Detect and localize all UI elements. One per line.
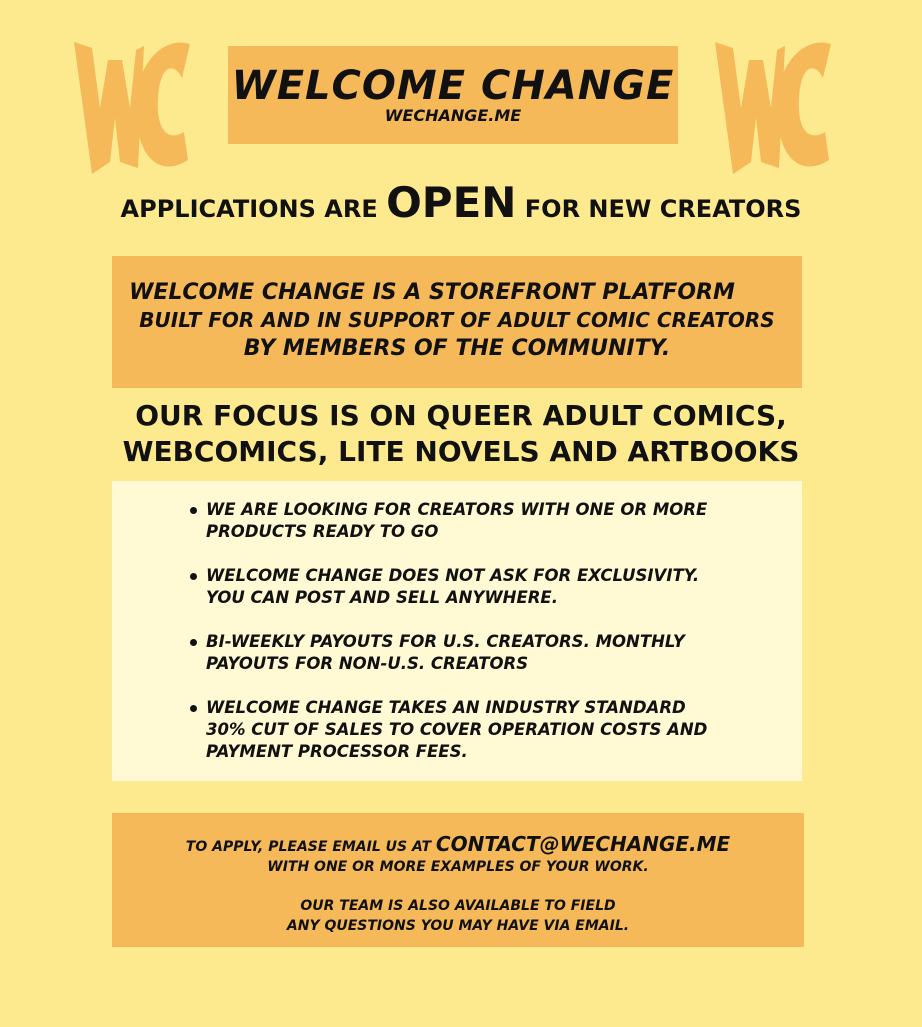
list-item: WELCOME CHANGE DOES NOT ASK FOR EXCLUSIVITY. YOU CAN POST AND SELL ANYWHERE. bbox=[190, 565, 726, 609]
intro-panel bbox=[112, 256, 802, 388]
apply-line-4: ANY QUESTIONS YOU MAY HAVE VIA EMAIL. bbox=[286, 918, 630, 934]
intro-line-1: WELCOME CHANGE IS A STOREFRONT PLATFORM bbox=[129, 280, 735, 305]
intro-line-3: BY MEMBERS OF THE COMMUNITY. bbox=[243, 336, 671, 361]
wc-logo-left bbox=[70, 38, 195, 182]
wc-logo-icon bbox=[711, 38, 836, 178]
list-item: BI-WEEKLY PAYOUTS FOR U.S. CREATORS. MONTHLY PAYOUTS FOR NON-U.S. CREATORS bbox=[190, 631, 726, 675]
list-item: WE ARE LOOKING FOR CREATORS WITH ONE OR MORE PRODUCTS READY TO GO bbox=[190, 499, 726, 543]
wc-logo-icon bbox=[70, 38, 195, 178]
focus-statement bbox=[0, 398, 922, 470]
focus-line-2: WEBCOMICS, LITE NOVELS AND ARTBOOKS bbox=[122, 435, 800, 468]
details-list bbox=[112, 481, 802, 763]
page-title: WELCOME CHANGE bbox=[231, 63, 675, 109]
contact-email[interactable]: CONTACT@WECHANGE.ME bbox=[435, 832, 731, 856]
apply-line-1 bbox=[112, 833, 804, 858]
focus-line-1: OUR FOCUS IS ON QUEER ADULT COMICS, bbox=[135, 399, 787, 432]
apply-line-2: WITH ONE OR MORE EXAMPLES OF YOUR WORK. bbox=[267, 859, 649, 875]
apply-line-3: OUR TEAM IS ALSO AVAILABLE TO FIELD bbox=[300, 898, 616, 914]
apply-prefix: TO APPLY, PLEASE EMAIL US AT bbox=[185, 839, 432, 855]
headline-suffix: FOR NEW CREATORS bbox=[524, 195, 802, 223]
apply-panel bbox=[112, 813, 804, 947]
site-url: WECHANGE.ME bbox=[384, 106, 522, 125]
applications-headline bbox=[0, 178, 922, 234]
wc-logo-right bbox=[711, 38, 836, 182]
list-item: WELCOME CHANGE TAKES AN INDUSTRY STANDARD 30% CUT OF SALES TO COVER OPERATION COSTS AND PAYMENT PROCESSOR FEES. bbox=[190, 697, 726, 763]
headline-emphasis: OPEN bbox=[386, 178, 517, 227]
details-panel bbox=[112, 481, 802, 781]
intro-line-2: BUILT FOR AND IN SUPPORT OF ADULT COMIC CREATORS bbox=[139, 308, 775, 332]
title-banner bbox=[228, 46, 678, 144]
headline-prefix: APPLICATIONS ARE bbox=[120, 195, 378, 223]
